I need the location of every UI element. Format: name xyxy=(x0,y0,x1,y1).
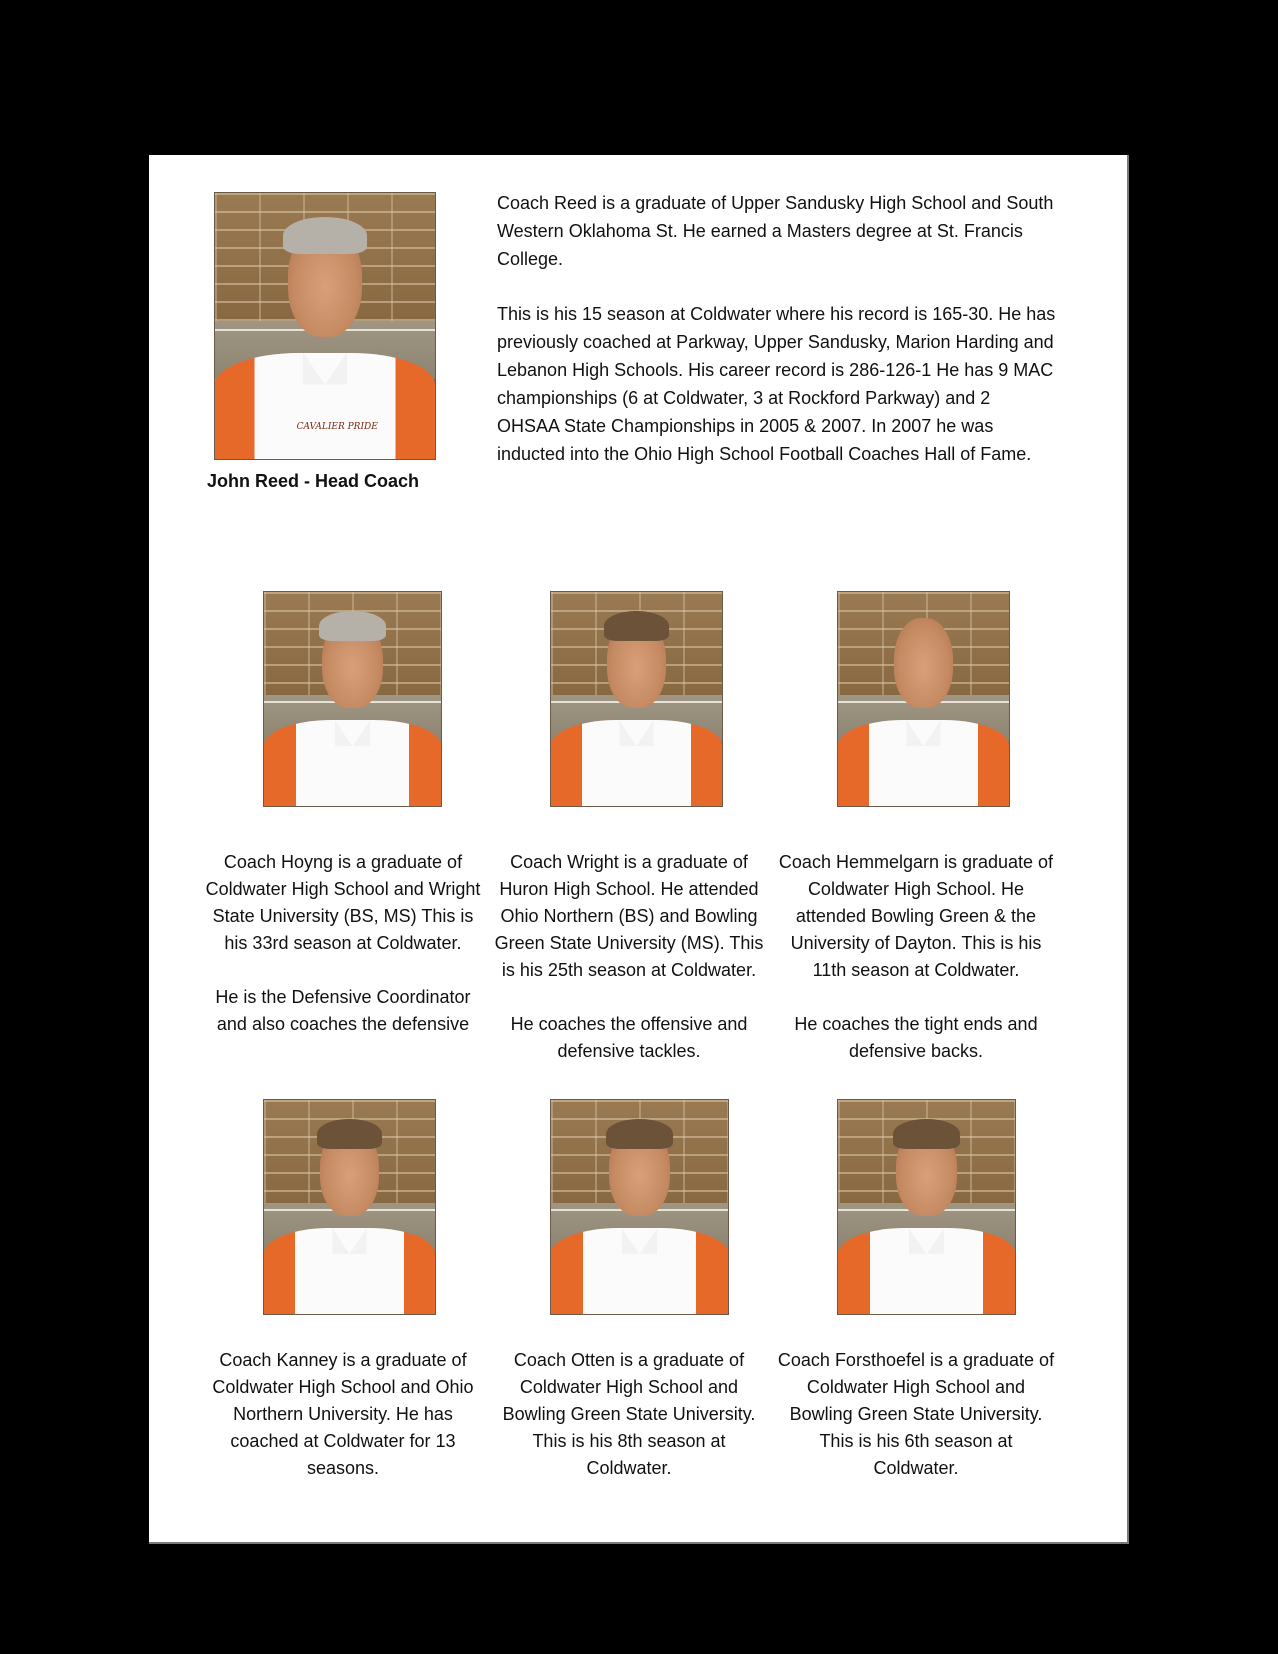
coach-forsthoefel-photo xyxy=(837,1099,1016,1315)
coach-hoyng-bio-education: Coach Hoyng is a graduate of Coldwater High School and Wright State University (BS, MS) This is his 33rd season at Coldwater. xyxy=(205,852,481,953)
coach-hemmelgarn-photo xyxy=(837,591,1010,807)
coach-hemmelgarn-bio xyxy=(775,849,1057,1065)
coach-hemmelgarn-bio-education: Coach Hemmelgarn is graduate of Coldwater High School. He attended Bowling Green & the University of Dayton. This is his 11th season at Coldwater. xyxy=(778,852,1054,980)
coach-hoyng-bio-role: He is the Defensive Coordinator and also coaches the defensive xyxy=(215,987,471,1034)
head-coach-bio-education: Coach Reed is a graduate of Upper Sandusky High School and South Western Oklahoma St. He earned a Masters degree at St. Francis College. xyxy=(497,193,1054,269)
coach-hoyng-photo xyxy=(263,591,442,807)
coach-kanney-photo xyxy=(263,1099,436,1315)
coach-otten-bio xyxy=(488,1347,770,1482)
coach-kanney-bio-text: Coach Kanney is a graduate of Coldwater High School and Ohio Northern University. He has coached at Coldwater for 13 seasons. xyxy=(212,1350,474,1478)
coach-wright-photo xyxy=(550,591,723,807)
head-coach-bio-career: This is his 15 season at Coldwater where his record is 165-30. He has previously coached at Parkway, Upper Sandusky, Marion Harding and Lebanon High Schools. His career record is 286-126-1 He has 9 MAC championships (6 at Coldwater, 3 at Rockford Parkway) and 2 OHSAA State Championships in 2005 & 2007. In 2007 he was inducted into the Ohio High School Football Coaches Hall of Fame. xyxy=(497,304,1056,464)
document-page xyxy=(149,155,1129,1544)
coach-wright-bio xyxy=(488,849,770,1065)
head-coach-bio xyxy=(497,189,1057,495)
coach-wright-bio-education: Coach Wright is a graduate of Huron High School. He attended Ohio Northern (BS) and Bowling Green State University (MS). This is his 25th season at Coldwater. xyxy=(494,852,764,980)
head-coach-name: John Reed - Head Coach xyxy=(207,471,420,491)
photo-logo-text: CAVALIER PRIDE xyxy=(296,421,378,432)
coach-hemmelgarn-bio-role: He coaches the tight ends and defensive backs. xyxy=(794,1014,1038,1061)
coach-forsthoefel-bio xyxy=(775,1347,1057,1482)
coach-wright-bio-role: He coaches the offensive and defensive tackles. xyxy=(510,1014,748,1061)
coach-hoyng-bio xyxy=(202,849,484,1038)
head-coach-photo xyxy=(214,192,436,460)
coach-otten-photo xyxy=(550,1099,729,1315)
coach-otten-bio-text: Coach Otten is a graduate of Coldwater High School and Bowling Green State University. This is his 8th season at Coldwater. xyxy=(502,1350,756,1478)
coach-forsthoefel-bio-text: Coach Forsthoefel is a graduate of Coldwater High School and Bowling Green State University. This is his 6th season at Coldwater. xyxy=(777,1350,1055,1478)
coach-kanney-bio xyxy=(202,1347,484,1482)
